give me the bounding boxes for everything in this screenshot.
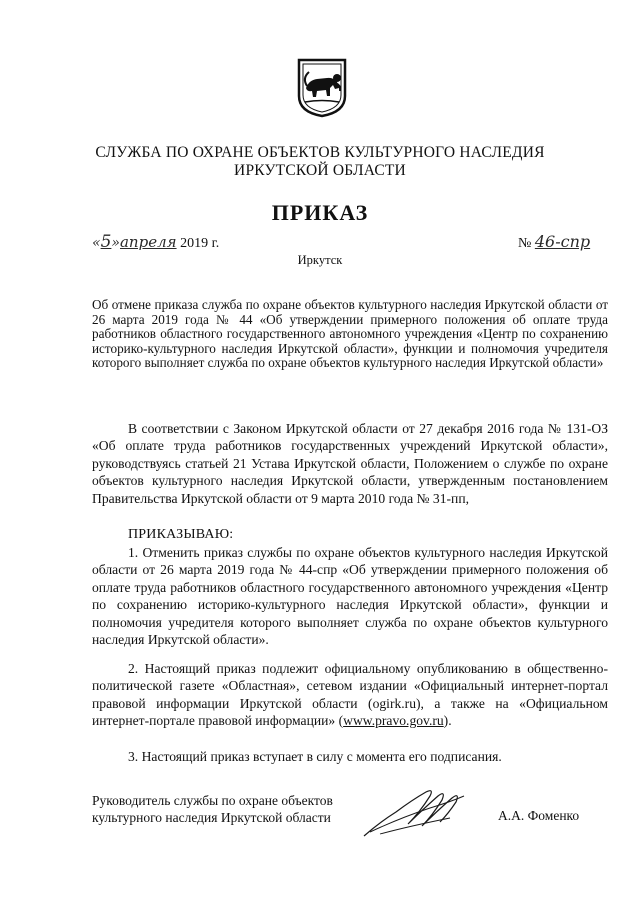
document-type-heading: ПРИКАЗ xyxy=(271,200,369,225)
number-value-handwritten: 46-спр xyxy=(534,232,591,251)
date-month-handwritten: апреля xyxy=(119,233,177,251)
date-year: 2019 г. xyxy=(180,236,220,251)
order-item-2 xyxy=(92,660,608,730)
signer-position-line2: культурного наследия Иркутской области xyxy=(92,810,331,825)
order-item-2-end: ). xyxy=(443,713,452,729)
document-title: Об отмене приказа служба по охране объектов культурного наследия Иркутской области от 26 марта 2019 года № 44 «Об утверждении примерного положения об оплате труда работников областного государственного автономного учреждения «Центр по сохранению историко-культурного наследия Иркутской области», функции и полномочия учредителя которого выполняет служба по охране объектов культурного наследия Иркутской области» xyxy=(92,297,608,370)
handwritten-signature xyxy=(360,782,470,840)
signer-name: А.А. Фоменко xyxy=(498,808,580,823)
city-name: Иркутск xyxy=(297,253,343,267)
date-close-quote: » xyxy=(111,235,120,251)
order-item-3: 3. Настоящий приказ вступает в силу с момента его подписания. xyxy=(128,749,502,764)
pravo-gov-link[interactable]: www.pravo.gov.ru xyxy=(343,713,444,729)
organization-name-line1: СЛУЖБА ПО ОХРАНЕ ОБЪЕКТОВ КУЛЬТУРНОГО НАСЛЕДИЯ xyxy=(95,144,545,161)
order-item-2-text: 2. Настоящий приказ подлежит официальному опубликованию в общественно-политической газете «Областная», сетевом издании «Официальный интернет-портал правовой информации Иркутской области (ogirk.ru), а также на «Официальном интернет-портале правовой информации» ( xyxy=(92,661,608,729)
document-date xyxy=(92,232,219,252)
date-day-handwritten: 5 xyxy=(100,232,112,252)
order-item-1: 1. Отменить приказ службы по охране объектов культурного наследия Иркутской области от 26 марта 2019 года № 44-спр «Об утверждении примерного положения об оплате труда работников областного государственного автономного учреждения «Центр по сохранению историко-культурного наследия Иркутской области», функции и полномочия учредителя которого выполняет служба по охране объектов культурного наследия Иркутской области». xyxy=(92,545,608,648)
date-open-quote: « xyxy=(92,235,101,251)
orders-heading: ПРИКАЗЫВАЮ: xyxy=(128,527,234,542)
document-number xyxy=(518,232,590,252)
number-prefix: № xyxy=(518,236,532,251)
signer-position-line1: Руководитель службы по охране объектов xyxy=(92,793,333,808)
coat-of-arms-icon xyxy=(297,58,347,118)
basis-paragraph: В соответствии с Законом Иркутской области от 27 декабря 2016 года № 131-ОЗ «Об оплате труда работников государственных учреждений Иркутской области», руководствуясь статьей 21 Устава Иркутской области, Положением о службе по охране объектов культурного наследия Иркутской области, утвержденным постановлением Правительства Иркутской области от 9 марта 2010 года № 31-пп, xyxy=(92,421,608,506)
organization-name-line2: ИРКУТСКОЙ ОБЛАСТИ xyxy=(234,162,406,179)
